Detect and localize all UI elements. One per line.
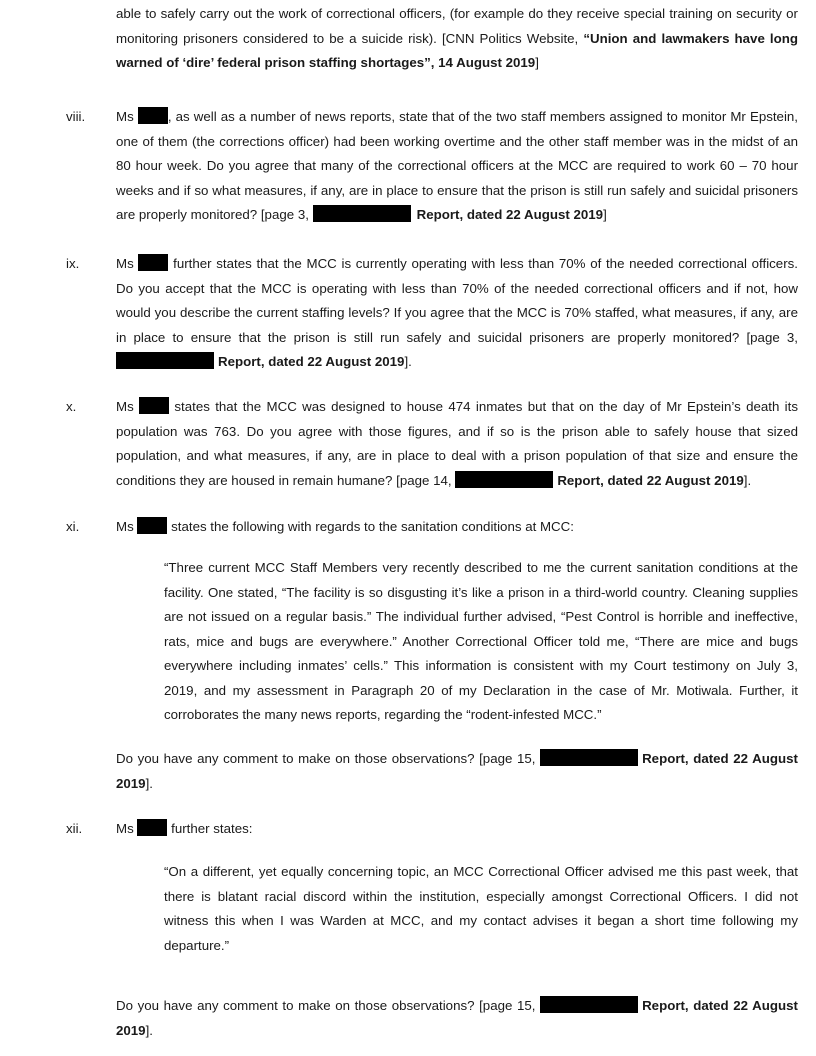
citation-end: ]. [404, 354, 412, 369]
citation-bold: Report, dated 22 August 2019 [416, 207, 604, 222]
block-quote: “Three current MCC Staff Members very recently described to me the current sanitation conditions at the facility. One stated, “The facility is so disgusting it’s like a prison in a third-world country. Cleaning supplies are not issued on a regular basis.” The individual further advised, “Pest Control is horrible and ineffective, rats, mice and bugs are everywhere.” Another Correctional Officer told me, “There are mice and bugs everywhere including inmates’ cells.” This information is consistent with my Court testimony on July 3, 2019, and my assessment in Paragraph 20 of my Declaration in the case of Mr. Motiwala. Further, it corroborates the many news reports, regarding the “rodent-infested MCC.” [164, 560, 798, 722]
item-text: further states: [171, 821, 253, 836]
citation-bold: “Union and lawmakers have long warned of ‘dire’ federal prison staffing shortages”, 14 August 2019 [116, 30, 798, 70]
redaction-block [137, 819, 167, 836]
item-number: x. [66, 399, 77, 414]
continued-paragraph [116, 2, 798, 76]
item-text: states the following with regards to the sanitation conditions at MCC: [171, 519, 574, 534]
redaction-block [137, 517, 167, 534]
citation-bold: Report, dated 22 August 2019 [116, 998, 798, 1038]
salutation: Ms [116, 821, 134, 836]
citation-bold: Report, dated 22 August 2019 [116, 751, 798, 791]
redaction-block [139, 397, 169, 414]
follow-up-question [116, 994, 798, 1043]
item-number: xi. [66, 519, 80, 534]
follow-text: Do you have any comment to make on those observations? [page 15, [116, 998, 541, 1013]
item-viii [116, 105, 798, 228]
follow-up-question [116, 747, 798, 796]
citation-end: ]. [145, 1022, 153, 1038]
block-quote: “On a different, yet equally concerning topic, an MCC Correctional Officer advised me this past week, that there is blatant racial discord within the institution, especially amongst Correctional Officers. I did not witness this when I was Warden at MCC, and my contact advises it began a short time following my departure.” [164, 864, 798, 953]
follow-text: Do you have any comment to make on those observations? [page 15, [116, 751, 541, 766]
citation-bold: Report, dated 22 August 2019 [557, 472, 744, 488]
redaction-block [455, 471, 553, 488]
item-text: further states that the MCC is currently operating with less than 70% of the needed correctional officers. Do you accept that the MCC is operating with less than 70% of the needed correctional officers and if not, how would you describe the current staffing levels? If you agree that the MCC is 70% staffed, what measures, if any, are in place to ensure that the prison is still run safely and suicidal prisoners are properly monitored? [page 3, [116, 256, 798, 345]
redaction-block [116, 352, 214, 369]
citation-bold: Report, dated 22 August 2019 [218, 354, 405, 369]
item-ix [116, 252, 798, 375]
redaction-block [313, 205, 411, 222]
redaction-block [540, 996, 638, 1013]
item-text: states that the MCC was designed to house 474 inmates but that on the day of Mr Epstein’s death its population was 763. Do you agree with those figures, and if so is the prison able to safely house that sized population, and what measures, if any, are in place to deal with a prison population of that size and ensure the conditions they are housed in remain humane? [page 14, [116, 399, 798, 488]
salutation: Ms [116, 399, 134, 414]
citation-end: ]. [145, 775, 153, 791]
redaction-block [138, 107, 168, 124]
salutation: Ms [116, 109, 134, 124]
citation-end: ] [535, 55, 539, 70]
item-number: ix. [66, 256, 80, 271]
salutation: Ms [116, 256, 134, 271]
citation-end: ] [603, 207, 607, 222]
item-xi [116, 515, 798, 540]
item-x [116, 395, 798, 493]
item-number: xii. [66, 821, 83, 836]
item-xii [116, 817, 798, 842]
item-number: viii. [66, 109, 86, 124]
redaction-block [540, 749, 638, 766]
item-text: , as well as a number of news reports, state that of the two staff members assigned to monitor Mr Epstein, one of them (the corrections officer) had been working overtime and the other staff member was in the midst of an 80 hour week. Do you agree that many of the correctional officers at the MCC are required to work 60 – 70 hour weeks and if so what measures, if any, are in place to ensure that the prison is still run safely and suicidal prisoners are properly monitored? [page 3, [116, 109, 798, 222]
paragraph-text: able to safely carry out the work of correctional officers, (for example do they receive special training on security or monitoring prisoners considered to be a suicide risk). [CNN Politics Website, [116, 6, 798, 46]
citation-end: ]. [743, 472, 752, 488]
salutation: Ms [116, 519, 134, 534]
redaction-block [138, 254, 168, 271]
